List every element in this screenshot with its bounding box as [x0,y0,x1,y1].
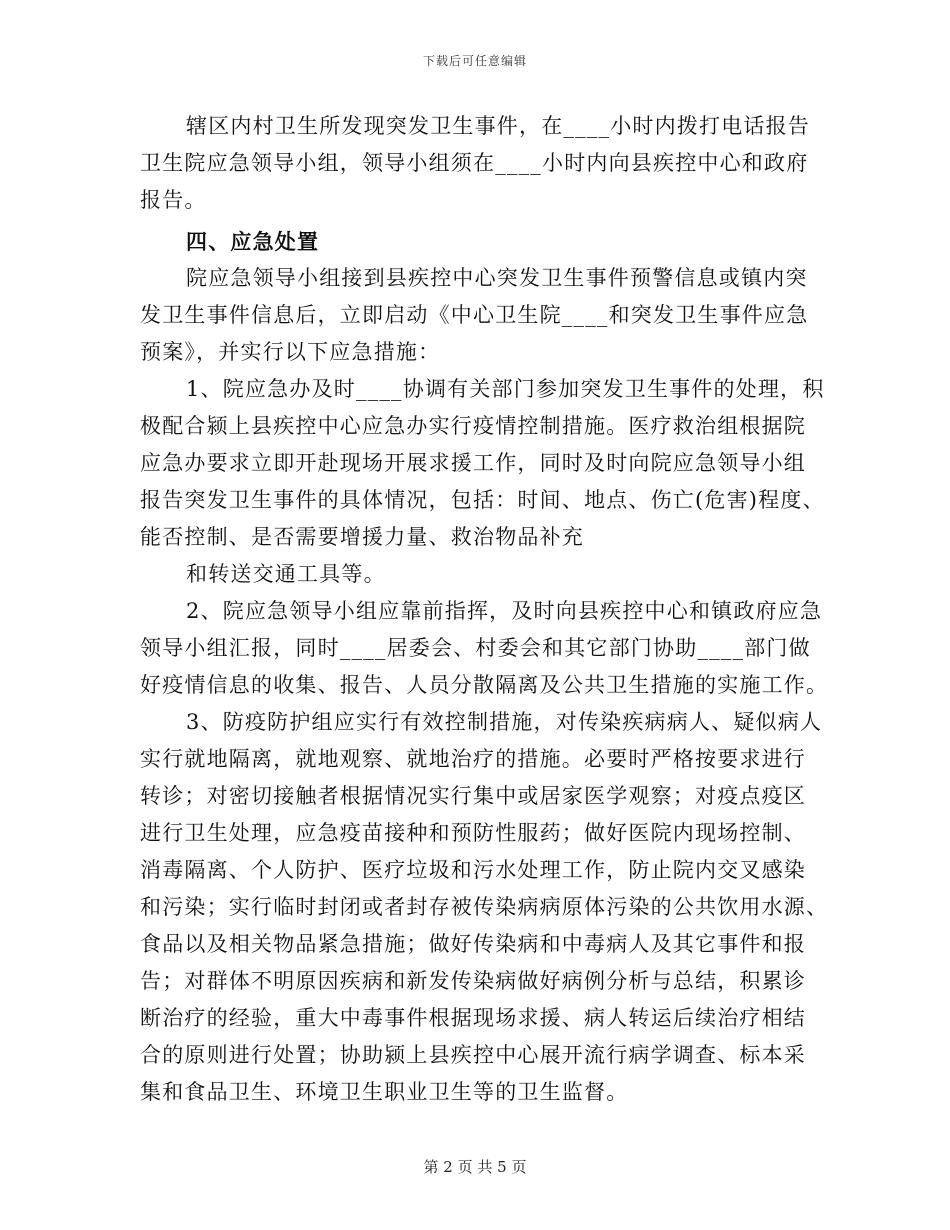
text-line: 进行卫生处理，应急疫苗接种和预防性服药；做好医院内现场控制、 [140,821,806,845]
text-line: 卫生院应急领导小组，领导小组须在____小时内向县疾控中心和政府 [140,151,809,175]
text-line: 辖区内村卫生所发现突发卫生事件，在____小时内拨打电话报告 [186,114,810,138]
text-line: 能否控制、是否需要增援力量、救治物品补充 [140,525,584,549]
text-line: 报告突发卫生事件的具体情况，包括：时间、地点、伤亡(危害)程度、 [140,488,825,512]
text-line: 报告。 [140,188,207,212]
text-line: 和转送交通工具等。 [186,562,386,586]
text-line: 和污染；实行临时封闭或者封存被传染病病原体污染的公共饮用水源、 [140,895,829,919]
text-line: 3、防疫防护组应实行有效控制措施，对传染疾病病人、疑似病人 [186,710,823,734]
text-line: 院应急领导小组接到县疾控中心突发卫生事件预警信息或镇内突 [186,266,808,290]
text-line: 告；对群体不明原因疾病和新发传染病做好病例分析与总结，积累诊 [140,969,806,993]
page-footer: 第 2 页 共 5 页 [423,1158,527,1176]
text-line: 应急办要求立即开赴现场开展求援工作，同时及时向院应急领导小组 [140,451,806,475]
text-line: 极配合颍上县疾控中心应急办实行疫情控制措施。医疗救治组根据院 [140,414,806,438]
text-line: 集和食品卫生、环境卫生职业卫生等的卫生监督。 [140,1080,629,1104]
text-line: 实行就地隔离，就地观察、就地治疗的措施。必要时严格按要求进行 [140,747,806,771]
text-line: 预案》，并实行以下应急措施： [140,340,441,364]
text-line: 合的原则进行处置；协助颍上县疾控中心展开流行病学调查、标本采 [140,1043,806,1067]
text-line: 1、院应急办及时____协调有关部门参加突发卫生事件的处理，积 [186,377,825,401]
document-body [140,108,829,1111]
text-line: 食品以及相关物品紧急措施；做好传染病和中毒病人及其它事件和报 [140,932,806,956]
page-header: 下载后可任意编辑 [422,54,527,68]
text-line: 消毒隔离、个人防护、医疗垃圾和污水处理工作，防止院内交叉感染 [140,858,806,882]
section-heading: 四、应急处置 [186,229,320,254]
text-line: 领导小组汇报，同时____居委会、村委会和其它部门协助____部门做 [140,636,811,660]
text-line: 转诊；对密切接触者根据情况实行集中或居家医学观察；对疫点疫区 [140,784,806,808]
text-line: 2、院应急领导小组应靠前指挥，及时向县疾控中心和镇政府应急 [186,599,823,623]
text-line: 好疫情信息的收集、报告、人员分散隔离及公共卫生措施的实施工作。 [140,673,829,697]
text-line: 发卫生事件信息后，立即启动《中心卫生院____和突发卫生事件应急 [140,303,809,327]
text-line: 断治疗的经验，重大中毒事件根据现场求援、病人转运后续治疗相结 [140,1006,806,1030]
